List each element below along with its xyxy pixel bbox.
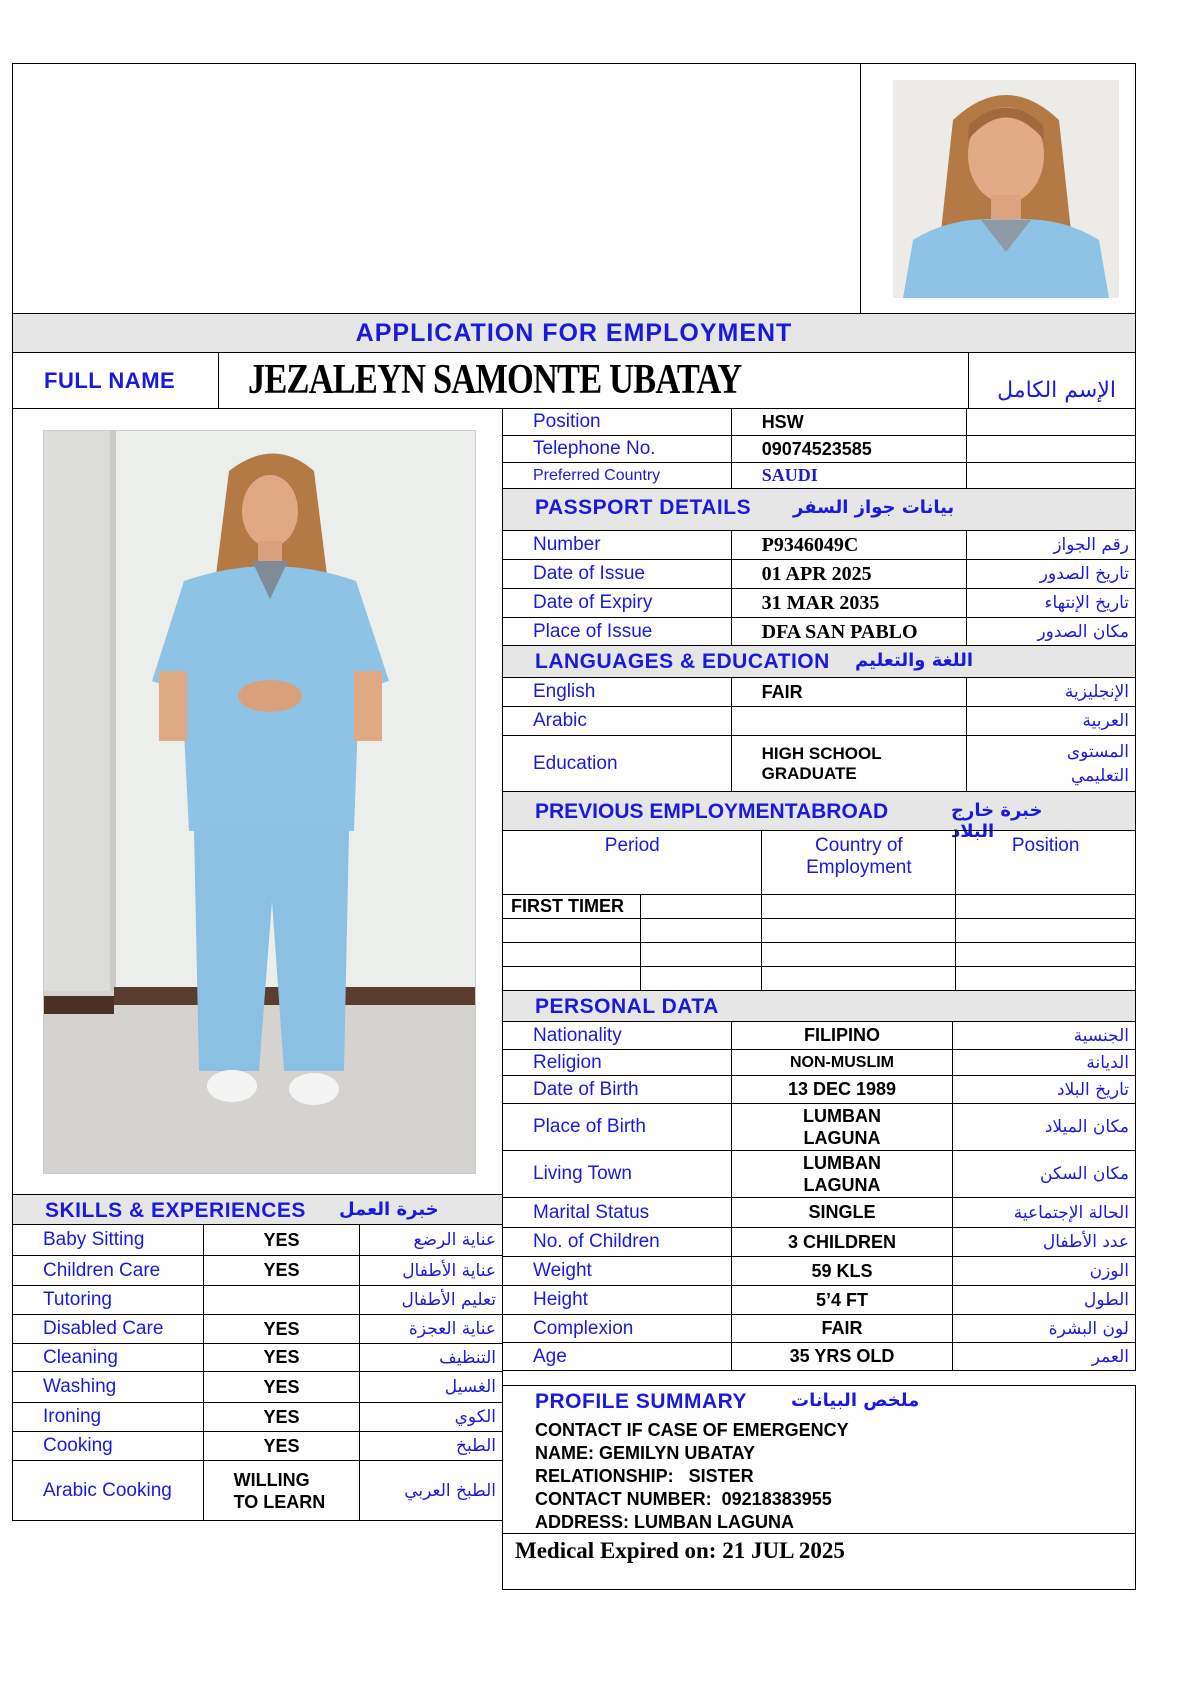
age-label: Age: [503, 1343, 732, 1371]
top-info-table: [502, 408, 1136, 489]
skill-ar: الكوي: [360, 1403, 503, 1432]
weight-value: 59 KLS: [731, 1257, 953, 1286]
emergency-line: RELATIONSHIP: SISTER: [535, 1466, 754, 1486]
body-left-border: [12, 408, 13, 1195]
passport-section-header: [502, 488, 1136, 531]
full-name-label: FULL NAME: [44, 368, 176, 393]
marital-status-ar: الحالة الإجتماعية: [953, 1198, 1136, 1228]
age-ar: العمر: [953, 1343, 1136, 1371]
children-label: No. of Children: [503, 1228, 732, 1257]
skill-label: Cleaning: [13, 1344, 204, 1372]
height-ar: الطول: [953, 1286, 1136, 1315]
first-timer-cell: FIRST TIMER: [503, 895, 641, 919]
emp-cell: [956, 967, 1136, 991]
place-of-birth-ar: مكان الميلاد: [953, 1104, 1136, 1151]
col-position: Position: [956, 831, 1136, 895]
nationality-label: Nationality: [503, 1022, 732, 1050]
place-of-birth-line2: LAGUNA: [803, 1128, 881, 1148]
date-of-birth-value: 13 DEC 1989: [731, 1076, 953, 1104]
profile-summary-box: [502, 1385, 1136, 1590]
place-of-issue-value: DFA SAN PABLO: [731, 618, 967, 647]
title-bar: [12, 313, 1136, 353]
skill-value: YES: [203, 1403, 360, 1432]
living-town-line1: LUMBAN: [802, 1153, 881, 1173]
languages-title-ar: اللغة والتعليم: [855, 650, 974, 671]
religion-value: NON-MUSLIM: [731, 1050, 953, 1076]
skill-label: Disabled Care: [13, 1315, 204, 1344]
full-name-value: JEZALEYN SAMONTE UBATAY: [248, 357, 742, 403]
skill-label: Children Care: [13, 1256, 204, 1286]
living-town-ar: مكان السكن: [953, 1151, 1136, 1198]
previous-employment-table: [502, 830, 1136, 991]
passport-table: [502, 530, 1136, 647]
skill-label: Washing: [13, 1372, 204, 1403]
skill-ar: تعليم الأطفال: [360, 1286, 503, 1315]
age-value: 35 YRS OLD: [731, 1343, 953, 1371]
emp-cell: [640, 919, 762, 943]
education-value: [731, 736, 967, 792]
skill-ar: الطبخ: [360, 1432, 503, 1461]
skill-ar: التنظيف: [360, 1344, 503, 1372]
place-of-birth-label: Place of Birth: [503, 1104, 732, 1151]
emp-cell: [762, 895, 956, 919]
full-name-divider-1: [218, 352, 219, 409]
complexion-value: FAIR: [731, 1315, 953, 1343]
place-of-birth-value: [731, 1104, 953, 1151]
skill-ar: الغسيل: [360, 1372, 503, 1403]
religion-label: Religion: [503, 1050, 732, 1076]
emp-cell: [640, 943, 762, 967]
emergency-line: CONTACT IF CASE OF EMERGENCY: [535, 1420, 849, 1440]
emp-cell: [503, 943, 641, 967]
height-label: Height: [503, 1286, 732, 1315]
arabic-ar: العربية: [967, 707, 1136, 736]
date-of-issue-value: 01 APR 2025: [731, 560, 967, 589]
religion-ar: الديانة: [953, 1050, 1136, 1076]
personal-data-header: [502, 990, 1136, 1022]
languages-title: LANGUAGES & EDUCATION: [535, 650, 830, 673]
place-of-issue-label: Place of Issue: [503, 618, 732, 647]
date-of-expiry-label: Date of Expiry: [503, 589, 732, 618]
english-label: English: [503, 678, 732, 707]
skill-value: YES: [203, 1225, 360, 1256]
education-label: Education: [503, 736, 732, 792]
skill-value: [203, 1286, 360, 1315]
previous-employment-title-ar: خبرة خارج البلاد: [951, 800, 1043, 842]
emp-cell: [640, 967, 762, 991]
page-title: APPLICATION FOR EMPLOYMENT: [355, 318, 793, 347]
previous-employment-header: [502, 791, 1136, 842]
personal-data-table: [502, 1021, 1136, 1371]
marital-status-label: Marital Status: [503, 1198, 732, 1228]
weight-ar: الوزن: [953, 1257, 1136, 1286]
skill-value: [203, 1461, 360, 1521]
emp-cell: [762, 919, 956, 943]
passport-number-label: Number: [503, 531, 732, 560]
full-name-divider-2: [968, 352, 969, 409]
date-of-expiry-value: 31 MAR 2035: [731, 589, 967, 618]
emp-cell: [640, 895, 762, 919]
skill-label: Arabic Cooking: [13, 1461, 204, 1521]
telephone-label: Telephone No.: [503, 436, 732, 463]
preferred-country-value: SAUDI: [731, 463, 967, 489]
emergency-line: NAME: GEMILYN UBATAY: [535, 1443, 756, 1463]
col-country-line2: Employment: [806, 857, 912, 878]
emp-cell: [956, 895, 1136, 919]
telephone-value: 09074523585: [731, 436, 967, 463]
skills-section-header: [12, 1194, 503, 1225]
english-value: FAIR: [731, 678, 967, 707]
skill-ar: عناية الرضع: [360, 1225, 503, 1256]
position-ar: [967, 409, 1136, 436]
passport-number-value: P9346049C: [731, 531, 967, 560]
education-ar: [967, 736, 1136, 792]
passport-number-ar: رقم الجواز: [967, 531, 1136, 560]
header-divider: [860, 63, 861, 314]
arabic-value: [731, 707, 967, 736]
education-ar-line1: المستوى: [1066, 741, 1129, 762]
education-ar-line2: التعليمي: [1071, 765, 1129, 786]
full-name-arabic: الإسم الكامل: [997, 378, 1116, 403]
skill-label: Baby Sitting: [13, 1225, 204, 1256]
emp-cell: [956, 943, 1136, 967]
emp-cell: [762, 967, 956, 991]
emp-cell: [956, 919, 1136, 943]
position-label: Position: [503, 409, 732, 436]
emp-cell: [503, 919, 641, 943]
emp-cell: [762, 943, 956, 967]
col-country-line1: Country of: [815, 835, 903, 856]
skill-value: YES: [203, 1344, 360, 1372]
english-ar: الإنجليزية: [967, 678, 1136, 707]
date-of-expiry-ar: تاريخ الإنتهاء: [967, 589, 1136, 618]
height-value: 5’4 FT: [731, 1286, 953, 1315]
medical-divider: [503, 1533, 1135, 1534]
skill-ar: الطبخ العربي: [360, 1461, 503, 1521]
place-of-issue-ar: مكان الصدور: [967, 618, 1136, 647]
date-of-birth-ar: تاريخ البلاد: [953, 1076, 1136, 1104]
medical-expiry: Medical Expired on: 21 JUL 2025: [515, 1538, 845, 1563]
skill-value-line2: TO LEARN: [233, 1491, 326, 1512]
preferred-country-label: Preferred Country: [503, 463, 732, 489]
emergency-line: ADDRESS: LUMBAN LAGUNA: [535, 1512, 794, 1532]
telephone-ar: [967, 436, 1136, 463]
date-of-issue-ar: تاريخ الصدور: [967, 560, 1136, 589]
skill-label: Cooking: [13, 1432, 204, 1461]
date-of-issue-label: Date of Issue: [503, 560, 732, 589]
skills-title-ar: خبرة العمل: [339, 1199, 439, 1220]
skills-title: SKILLS & EXPERIENCES: [45, 1199, 306, 1222]
skill-label: Tutoring: [13, 1286, 204, 1315]
complexion-ar: لون البشرة: [953, 1315, 1136, 1343]
position-value: HSW: [731, 409, 967, 436]
passport-title: PASSPORT DETAILS: [535, 496, 752, 519]
place-of-birth-line1: LUMBAN: [802, 1106, 881, 1126]
preferred-country-ar: [967, 463, 1136, 489]
previous-employment-title: PREVIOUS EMPLOYMENTABROAD: [535, 800, 889, 823]
skill-value-line1: WILLING: [233, 1469, 310, 1490]
profile-summary-title-ar: ملخص البيانات: [791, 1390, 920, 1411]
fullbody-photo: [43, 430, 476, 1174]
skill-value: YES: [203, 1315, 360, 1344]
emp-cell: [503, 967, 641, 991]
children-value: 3 CHILDREN: [731, 1228, 953, 1257]
languages-table: [502, 677, 1136, 792]
col-period: Period: [503, 831, 762, 895]
nationality-ar: الجنسية: [953, 1022, 1136, 1050]
living-town-line2: LAGUNA: [803, 1175, 881, 1195]
skill-label: Ironing: [13, 1403, 204, 1432]
passport-title-ar: بيانات جواز السفر: [793, 497, 955, 518]
skill-value: YES: [203, 1372, 360, 1403]
col-country: [762, 831, 956, 895]
living-town-value: [731, 1151, 953, 1198]
skills-table: [12, 1224, 503, 1521]
skill-ar: عناية العجزة: [360, 1315, 503, 1344]
profile-summary-title: PROFILE SUMMARY: [535, 1390, 748, 1413]
children-ar: عدد الأطفال: [953, 1228, 1136, 1257]
portrait-photo: [893, 80, 1119, 298]
date-of-birth-label: Date of Birth: [503, 1076, 732, 1104]
personal-data-title: PERSONAL DATA: [535, 995, 719, 1018]
skill-ar: عناية الأطفال: [360, 1256, 503, 1286]
emergency-line: CONTACT NUMBER: 09218383955: [535, 1489, 832, 1509]
languages-section-header: [502, 645, 1136, 678]
living-town-label: Living Town: [503, 1151, 732, 1198]
education-value-line2: GRADUATE: [761, 763, 857, 783]
education-value-line1: HIGH SCHOOL: [761, 743, 882, 763]
skill-value: YES: [203, 1432, 360, 1461]
complexion-label: Complexion: [503, 1315, 732, 1343]
arabic-label: Arabic: [503, 707, 732, 736]
marital-status-value: SINGLE: [731, 1198, 953, 1228]
skill-value: YES: [203, 1256, 360, 1286]
nationality-value: FILIPINO: [731, 1022, 953, 1050]
weight-label: Weight: [503, 1257, 732, 1286]
emergency-contact: [535, 1419, 849, 1534]
